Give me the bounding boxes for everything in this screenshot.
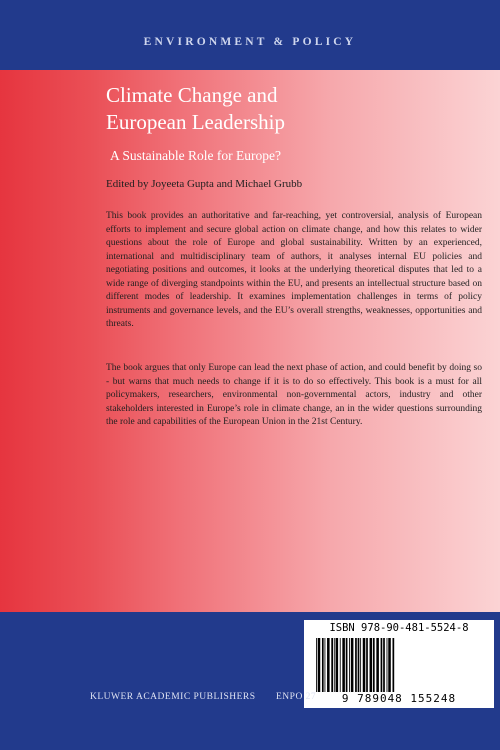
barcode-bar: [373, 638, 375, 692]
barcode-bar: [388, 638, 391, 692]
barcode-bar: [340, 638, 341, 692]
book-subtitle: A Sustainable Role for Europe?: [110, 148, 281, 163]
barcode-image: [314, 638, 486, 692]
red-panel-left: [0, 70, 90, 612]
barcode-bar: [376, 638, 379, 692]
description-paragraph-1: This book provides an authoritative and far-reaching, yet controversial, analysis of European efforts to implement and secure global action on climate change, and how this relates to wider questions about the role of Europe and global sustainability. Written by an experienced, international and multidisciplinary team of authors, it analyses internal EU policies and negotiating positions and outcomes, it looks at the underlying theoretical disputes that led to a wide range of diverging standpoints within the EU, and presents an intellectual structure based on different modes of leadership. It examines implementation challenges in terms of policy instruments and governance levels, and the EU’s overall strengths, weaknesses, opportunities and threats.: [106, 211, 482, 329]
series-name: ENVIRONMENT & POLICY: [143, 36, 357, 48]
barcode-bar: [366, 638, 368, 692]
barcode-bar: [331, 638, 333, 692]
series-volume: ENPO 27: [276, 692, 317, 702]
barcode-bar: [316, 638, 317, 692]
barcode-bar: [360, 638, 361, 692]
barcode-bar: [318, 638, 321, 692]
barcode-bar: [349, 638, 350, 692]
barcode-bar: [336, 638, 339, 692]
barcode-bar: [355, 638, 357, 692]
barcode-bar: [393, 638, 395, 692]
barcode-bar: [383, 638, 385, 692]
description-paragraph-2: The book argues that only Europe can lead the next phase of action, and could benefit by doing so - but warns that much needs to change if it is to do so effectively. This book is a must for all policymakers, researchers, environmental non-governmental actors, industry and other stakeholders interested in Europe’s role in climate change, an in the wider questions surrounding the role and capabilities of the European Union in the 21st Century.: [106, 363, 482, 427]
editors-line: Edited by Joyeeta Gupta and Michael Grubb: [106, 178, 303, 190]
barcode-bar: [342, 638, 345, 692]
barcode-bar: [346, 638, 348, 692]
barcode-number: 9 789048 155248: [341, 692, 457, 705]
barcode-bar: [363, 638, 366, 692]
barcode-bar: [358, 638, 360, 692]
barcode-bar: [322, 638, 324, 692]
book-title: [106, 82, 436, 136]
barcode-bar: [334, 638, 335, 692]
barcode-bar: [387, 638, 388, 692]
publisher-name: KLUWER ACADEMIC PUBLISHERS: [90, 692, 256, 702]
barcode-bar: [325, 638, 326, 692]
barcode-bar: [370, 638, 373, 692]
barcode-bar: [381, 638, 383, 692]
barcode-bar: [327, 638, 330, 692]
title-line-2: European Leadership: [106, 110, 286, 134]
barcode-label: [304, 620, 494, 708]
isbn-text: ISBN 978-90-481-5524-8: [329, 622, 469, 634]
title-line-1: Climate Change and: [106, 83, 278, 107]
barcode-bar: [351, 638, 354, 692]
